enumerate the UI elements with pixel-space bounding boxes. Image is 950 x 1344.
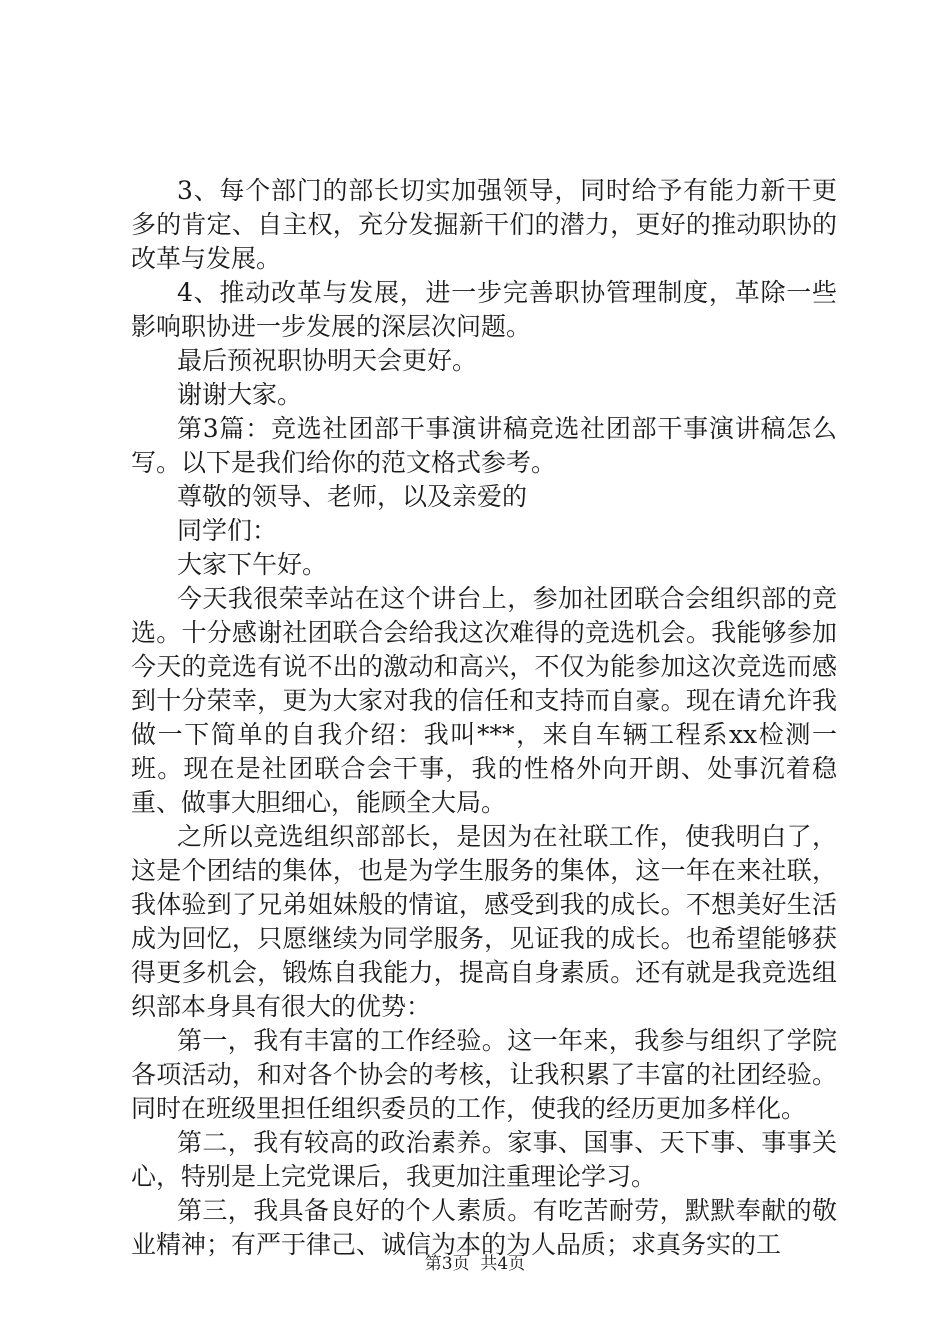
paragraph-8: 大家下午好。 <box>177 550 328 579</box>
page-number-label: 第3页 共4页 <box>424 1254 526 1274</box>
page-footer <box>0 1249 950 1274</box>
paragraph-2: 4、推动改革与发展，进一步完善职协管理制度，革除一些影响职协进一步发展的深层次问题。 <box>131 278 837 341</box>
paragraph-4: 谢谢大家。 <box>177 380 303 409</box>
paragraph-7: 同学们： <box>177 516 278 545</box>
paragraph-5-heading: 第3篇：竞选社团部干事演讲稿竞选社团部干事演讲稿怎么写。以下是我们给你的范文格式参考。 <box>131 414 837 477</box>
paragraph-10: 之所以竞选组织部部长，是因为在社联工作，使我明白了，这是个团结的集体，也是为学生服务的集体，这一年在来社联，我体验到了兄弟姐妹般的情谊，感受到我的成长。不想美好生活成为回忆，只愿继续为同学服务，见证我的成长。也希望能够获得更多机会，锻炼自我能力，提高自身素质。还有就是我竞选组织部本身具有很大的优势： <box>131 822 837 1021</box>
paragraph-12: 第二，我有较高的政治素养。家事、国事、天下事、事事关心，特别是上完党课后，我更加注重理论学习。 <box>131 1128 837 1191</box>
paragraph-9: 今天我很荣幸站在这个讲台上，参加社团联合会组织部的竞选。十分感谢社团联合会给我这次难得的竞选机会。我能够参加今天的竞选有说不出的激动和高兴，不仅为能参加这次竞选而感到十分荣幸，更为大家对我的信任和支持而自豪。现在请允许我做一下简单的自我介绍：我叫***，来自车辆工程系xx检测一班。现在是社团联合会干事，我的性格外向开朗、处事沉着稳重、做事大胆细心，能顾全大局。 <box>131 584 837 817</box>
document-body <box>131 174 837 1262</box>
paragraph-11: 第一，我有丰富的工作经验。这一年来，我参与组织了学院各项活动，和对各个协会的考核，让我积累了丰富的社团经验。同时在班级里担任组织委员的工作，使我的经历更加多样化。 <box>131 1026 837 1123</box>
paragraph-13: 第三，我具备良好的个人素质。有吃苦耐劳，默默奉献的敬业精神；有严于律己、诚信为本的为人品质；求真务实的工 <box>131 1196 837 1259</box>
paragraph-1: 3、每个部门的部长切实加强领导，同时给予有能力新干更多的肯定、自主权，充分发掘新干们的潜力，更好的推动职协的改革与发展。 <box>131 176 837 273</box>
paragraph-3: 最后预祝职协明天会更好。 <box>177 346 478 375</box>
paragraph-6: 尊敬的领导、老师，以及亲爱的 <box>177 482 528 511</box>
